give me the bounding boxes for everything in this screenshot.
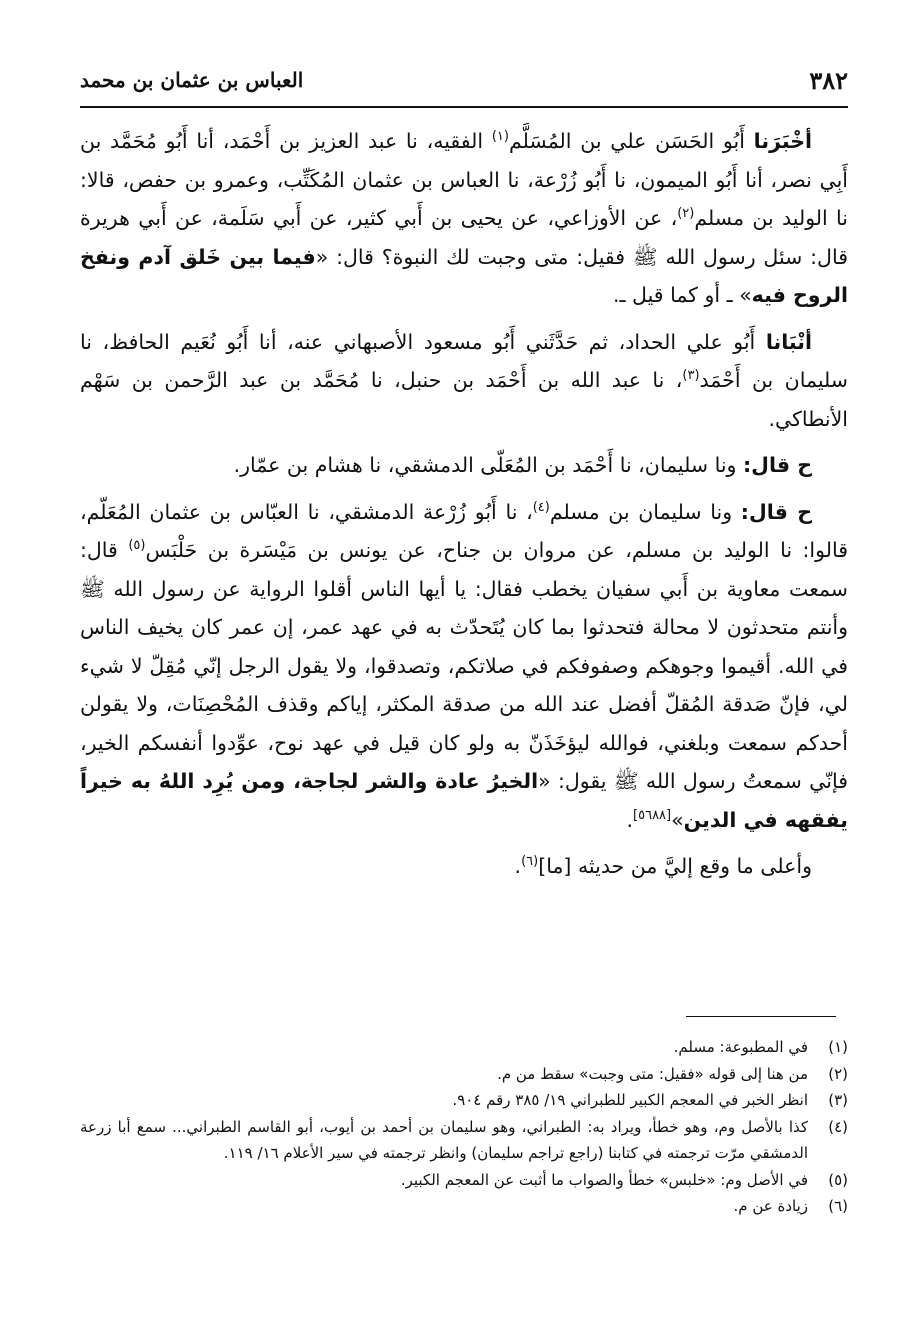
- footnote-ref-1: (١): [491, 129, 509, 145]
- header-rule: [80, 106, 848, 108]
- main-text: [80, 122, 848, 886]
- paragraph-2: [80, 323, 848, 439]
- footnote-ref-6: (٦): [521, 854, 539, 870]
- paragraph-1: [80, 122, 848, 315]
- footnote-text: في المطبوعة: مسلم.: [673, 1038, 808, 1056]
- footnote-text: زيادة عن م.: [733, 1197, 808, 1215]
- text-segment: » ـ أو كما قيل ـ.: [613, 283, 752, 307]
- text-segment: أَبُو الحَسَن علي بن المُسَلَّم: [508, 129, 754, 153]
- text-segment: ، عن الأوزاعي، عن يحيى بن أَبي كثير، عن أَبي سَلَمة، عن أَبي هريرة قال: سئل رسول الله ﷺ فقيل: متى وجبت لك النبوة؟ قال: «: [80, 206, 848, 269]
- footnote-ref-4: (٤): [532, 499, 550, 515]
- page-header: [80, 66, 848, 100]
- footnote-number: (٢): [828, 1064, 848, 1083]
- footnote-number: (٦): [828, 1197, 848, 1215]
- footnote-item: [80, 1167, 848, 1194]
- page-number: ٣٨٢: [809, 66, 848, 95]
- text-segment: قال: سمعت معاوية بن أَبي سفيان يخطب فقال: يا أيها الناس أقلوا الرواية عن رسول الله ﷺ وأنتم متحدثون لا محالة فتحدثوا بما كان يُتَحدّث به في عهد عمر، إن عمر كان يخيف الناس في الله. أقيموا وجوهكم وصفوفكم في صلاتكم، وتصدقوا، ولا يقول الرجل إنّي مُقِلّ لا شيء لي، فإنّ صَدقة المُقلّ أفضل عند الله من صدقة المكثر، إياكم وقذف المُحْصِنَات، ولا يقولن أحدكم سمعت وبلغني، فوالله ليؤخَذَنّ به ولو كان قيل في عهد نوح، عوِّدوا أنفسكم الخير، فإنّي سمعتُ رسول الله ﷺ يقول: «: [80, 538, 848, 793]
- text-segment: الفقيه، نا عبد العزيز بن أَحْمَد، أنا أَبُو مُحَمَّد بن أَبِي نصر، أنا أَبُو الميمون، نا أَبُو زُرْعة، نا العباس بن عثمان المُكَتِّب، وعمرو بن حفص، قالا: نا الوليد بن مسلم: [80, 129, 848, 230]
- paragraph-5: [80, 847, 848, 886]
- footnotes: [80, 1034, 848, 1220]
- footnote-text: كذا بالأصل وم، وهو خطأ، ويراد به: الطبراني، وهو سليمان بن أحمد بن أيوب، أبو القاسم الطبراني... سمع أبا زرعة الدمشقي مرّت ترجمته في كتابنا (راجع تراجم سليمان) وانظر ترجمته في سير الأعلام ١٦/ ١١٩.: [80, 1117, 808, 1162]
- footnote-text: من هنا إلى قوله «فقيل: متى وجبت» سقط من م.: [497, 1064, 808, 1083]
- text-segment: ، نا أَبُو زُرْعة الدمشقي، نا العبّاس بن عثمان المُعَلّم، قالوا: نا الوليد بن مسلم، عن مروان بن جناح، عن يونس بن مَيْسَرة بن حَلْبَس: [80, 499, 848, 562]
- footnote-item: [80, 1061, 848, 1088]
- footnote-number: (٥): [828, 1170, 848, 1189]
- footnote-number: (٤): [828, 1117, 848, 1136]
- paragraph-4: [80, 493, 848, 840]
- keyword-ha-qala: ح قال:: [742, 453, 812, 477]
- keyword-ha-qala: ح قال:: [740, 499, 812, 524]
- hadith-number: [٥٦٨٨]: [633, 807, 672, 823]
- hadith-quote: فيما بين خَلق آدم ونفخ الروح فيه: [80, 244, 848, 307]
- footnote-number: (٣): [828, 1091, 848, 1109]
- keyword-akhbarana: أخْبَرَنا: [753, 129, 812, 153]
- footnote-text: في الأصل وم: «خلبس» خطأ والصواب ما أثبت عن المعجم الكبير.: [400, 1170, 808, 1189]
- text-segment: وأعلى ما وقع إليَّ من حديثه [ما]: [538, 854, 812, 878]
- footnote-item: [80, 1034, 848, 1061]
- text-segment: .: [514, 854, 522, 878]
- text-segment: »: [671, 807, 684, 832]
- running-title: العباس بن عثمان بن محمد: [80, 68, 304, 92]
- footnote-text: انظر الخبر في المعجم الكبير للطبراني ١٩/ ٣٨٥ رقم ٩٠٤.: [452, 1091, 808, 1109]
- text-segment: ونا سليمان، نا أَحْمَد بن المُعَلّى الدمشقي، نا هشام بن عمّار.: [233, 453, 743, 477]
- footnote-rule: [686, 1016, 836, 1017]
- footnote-ref-5: (٥): [128, 538, 146, 554]
- footnote-item: [80, 1193, 848, 1220]
- hadith-quote: الخيرُ عادة والشر لجاجة، ومن يُرِد اللهُ به خيراً يفقهه في الدين: [80, 769, 848, 832]
- text-segment: ، نا عبد الله بن أَحْمَد بن حنبل، نا مُحَمَّد بن عبد الرَّحمن بن سَهْم الأنطاكي.: [80, 368, 848, 431]
- text-segment: أَبُو علي الحداد، ثم حَدَّثَني أَبُو مسعود الأصبهاني عنه، أنا أَبُو نُعَيم الحافظ، نا سليمان بن أَحْمَد: [80, 329, 848, 392]
- footnote-item: [80, 1114, 848, 1167]
- footnote-ref-3: (٣): [682, 368, 700, 384]
- text-segment: .: [626, 807, 634, 832]
- footnote-ref-2: (٢): [677, 206, 695, 222]
- footnote-item: [80, 1087, 848, 1114]
- paragraph-3: [80, 446, 848, 485]
- keyword-anbana: أنْبَانا: [765, 329, 812, 354]
- text-segment: ونا سليمان بن مسلم: [549, 499, 741, 524]
- footnote-number: (١): [828, 1038, 848, 1056]
